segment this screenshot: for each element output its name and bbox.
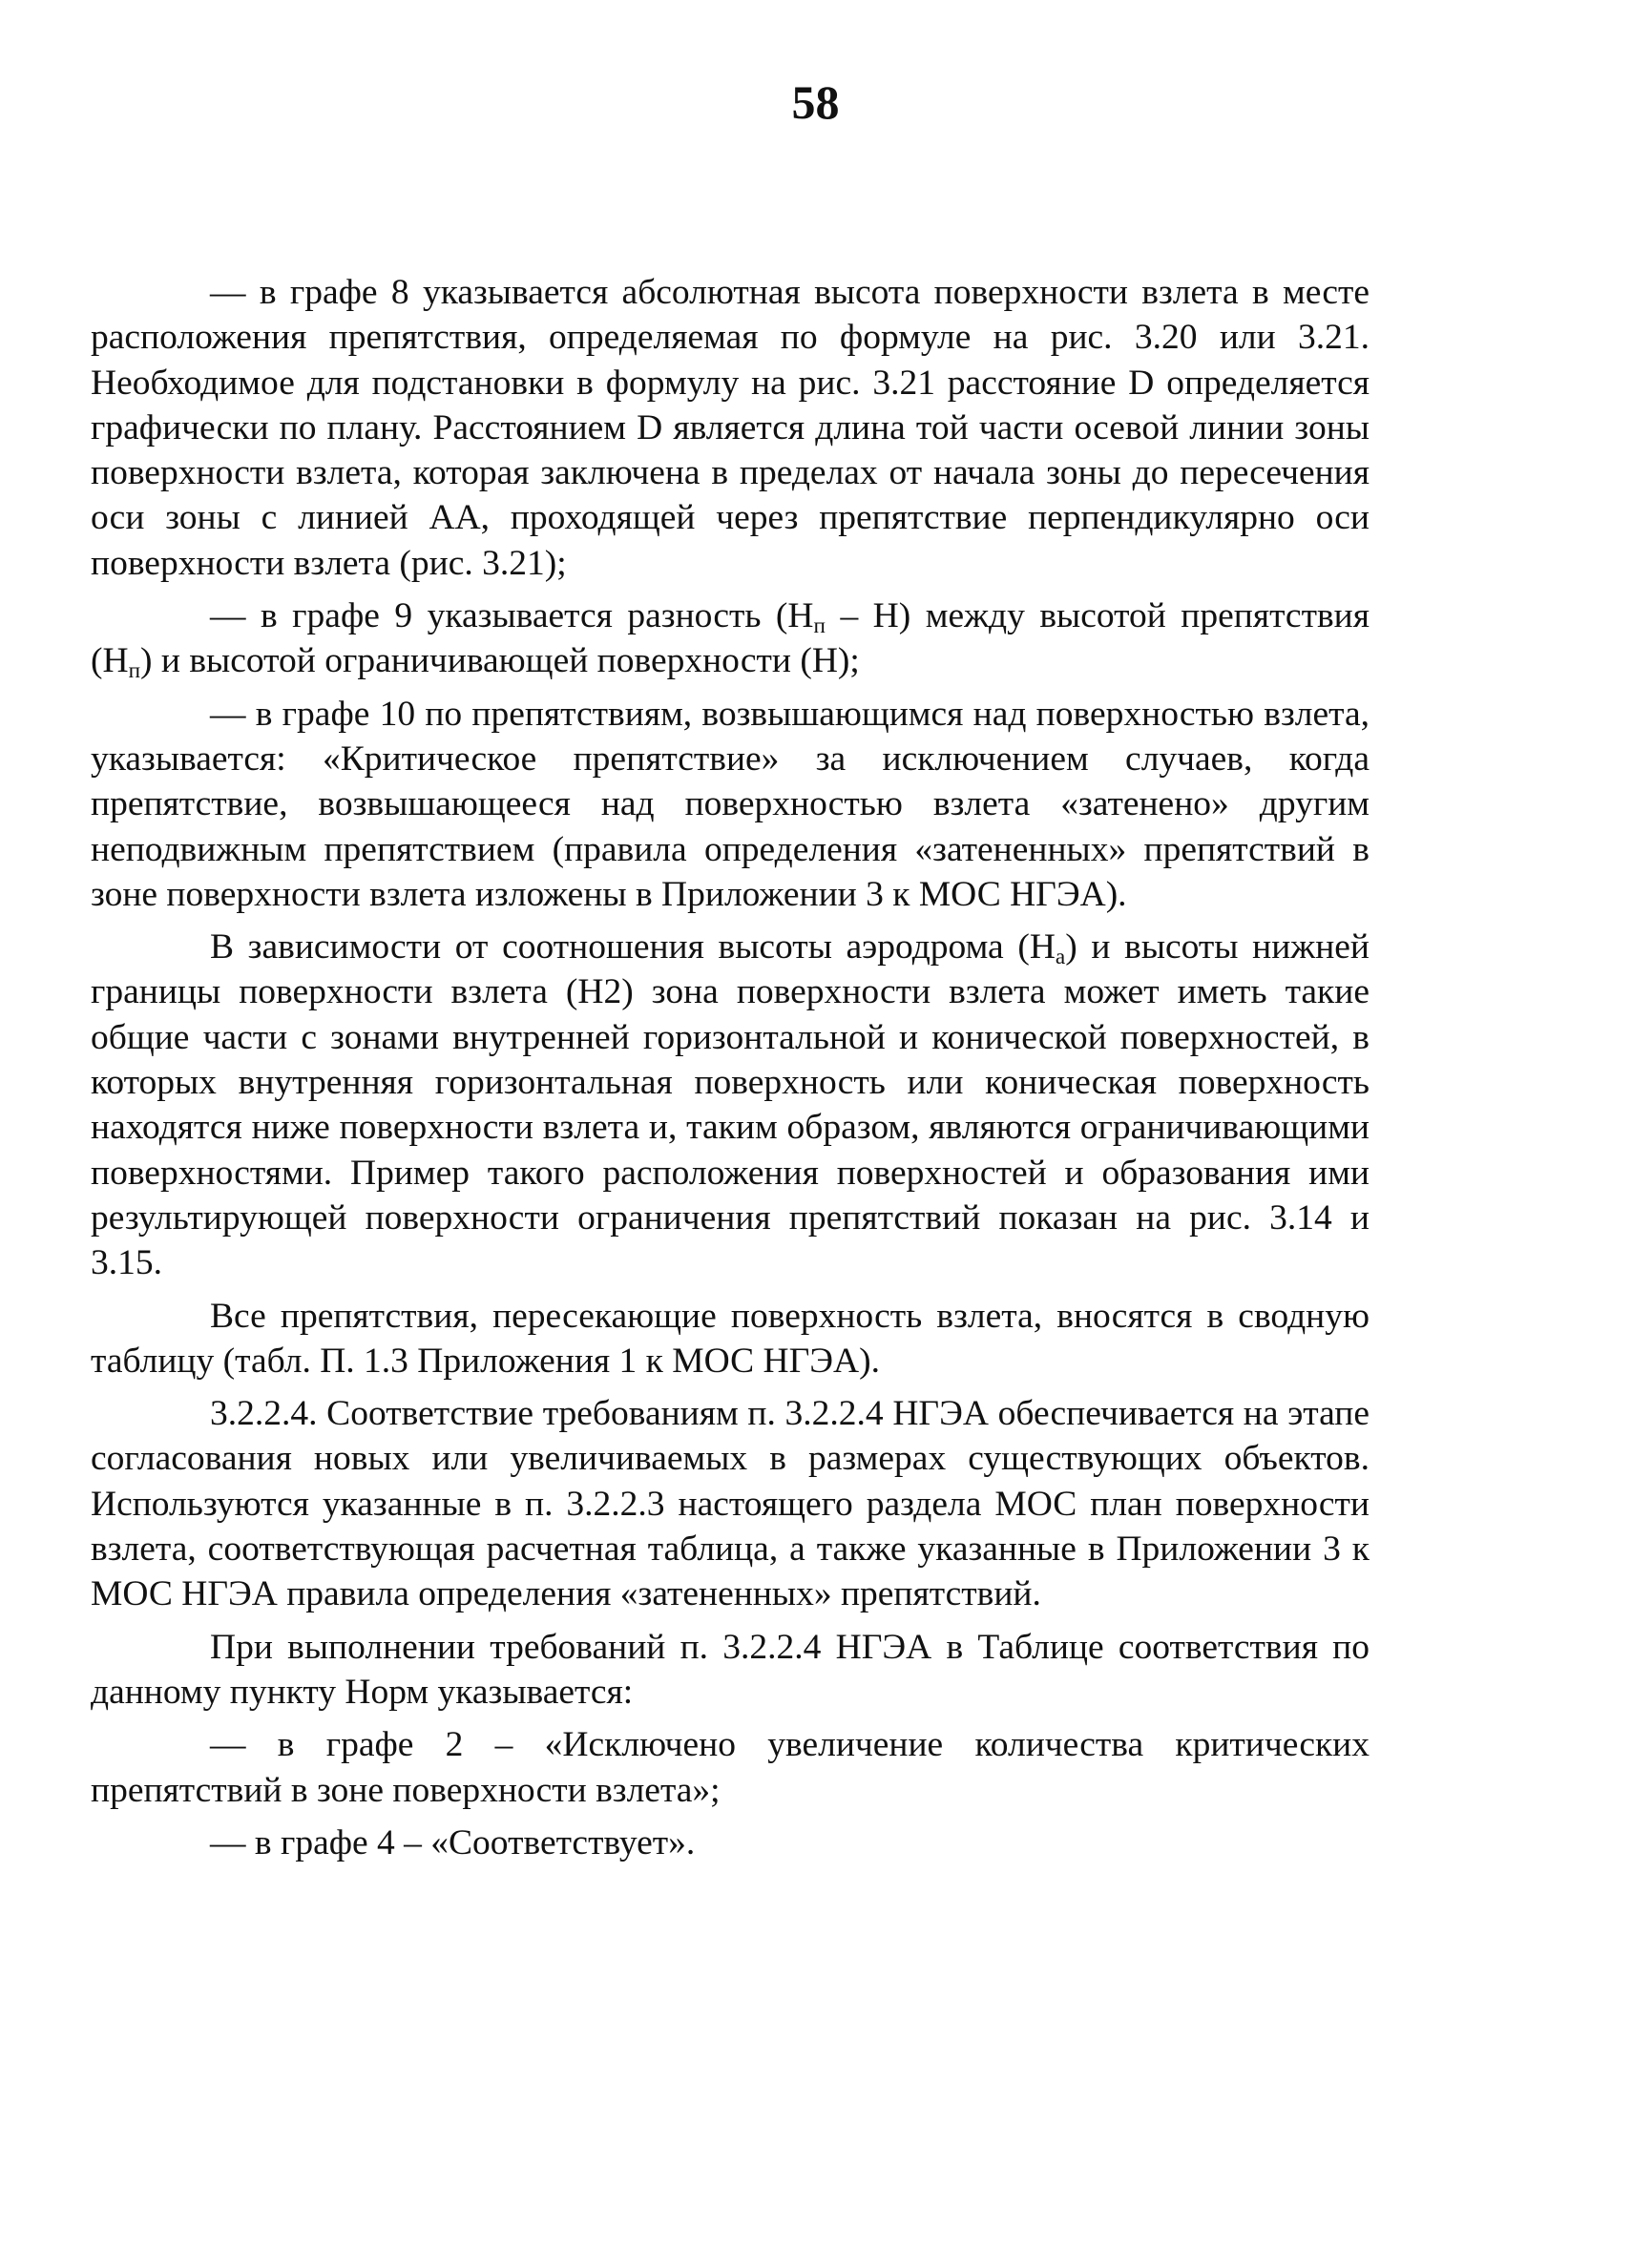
- text-run: — в графе 9 указывается разность (H: [210, 596, 814, 636]
- text-run: – H) между высотой препятствия (H: [91, 596, 1370, 681]
- paragraph-column-8: — в графе 8 указывается абсолютная высота поверхности взлета в месте расположения препятствия, определяемая по формуле на рис. 3.20 или 3.21. Необходимое для подстановки в формулу на рис. 3.21 расстояние D определяется графически по плану. Расстоянием D является длина той части осевой линии зоны поверхности взлета, которая заключена в пределах от начала зоны до пересечения оси зоны с линией АА, проходящей через препятствие перпендикулярно оси поверхности взлета (рис. 3.21);: [91, 273, 1370, 583]
- text-run: В зависимости от соотношения высоты аэродрома (H: [210, 927, 1056, 968]
- subscript: п: [128, 658, 141, 684]
- document-body: [91, 270, 1370, 1865]
- paragraph-section-3-2-2-4: 3.2.2.4. Соответствие требованиям п. 3.2.2.4 НГЭА обеспечивается на этапе согласования новых или увеличиваемых в размерах существующих объектов. Используются указанные в п. 3.2.2.3 настоящего раздела МОС план поверхности взлета, соответствующая расчетная таблица, а также указанные в Приложении 3 к МОС НГЭА правила определения «затененных» препятствий.: [91, 1394, 1370, 1614]
- text-run: ) и высотой ограничивающей поверхности (H);: [140, 641, 860, 681]
- paragraph-aerodrome-height: [91, 925, 1370, 1285]
- paragraph-column-9: [91, 593, 1370, 684]
- subscript: а: [1055, 944, 1066, 969]
- page-number: 58: [791, 75, 840, 129]
- paragraph-obstacles-summary: Все препятствия, пересекающие поверхность взлета, вносятся в сводную таблицу (табл. П. 1.3 Приложения 1 к МОС НГЭА).: [91, 1296, 1370, 1381]
- paragraph-column-2: — в графе 2 – «Исключено увеличение количества критических препятствий в зоне поверхности взлета»;: [91, 1725, 1370, 1810]
- text-run: ) и высоты нижней границы поверхности взлета (H2) зона поверхности взлета может иметь такие общие части с зонами внутренней горизонтальной и конической поверхностей, в которых внутренняя горизонтальная поверхность или коническая поверхность находятся ниже поверхности взлета и, таким образом, являются ограничивающими поверхностями. Пример такого расположения поверхностей и образования ими результирующей поверхности ограничения препятствий показан на рис. 3.14 и 3.15.: [91, 927, 1370, 1283]
- subscript: п: [813, 613, 826, 638]
- paragraph-requirements: При выполнении требований п. 3.2.2.4 НГЭА в Таблице соответствия по данному пункту Норм указывается:: [91, 1627, 1370, 1712]
- paragraph-column-4: — в графе 4 – «Соответствует».: [210, 1822, 696, 1862]
- paragraph-column-10: — в графе 10 по препятствиям, возвышающимся над поверхностью взлета, указывается: «Критическое препятствие» за исключением случаев, когда препятствие, возвышающееся над поверхностью взлета «затенено» другим неподвижным препятствием (правила определения «затененных» препятствий в зоне поверхности взлета изложены в Приложении 3 к МОС НГЭА).: [91, 694, 1370, 914]
